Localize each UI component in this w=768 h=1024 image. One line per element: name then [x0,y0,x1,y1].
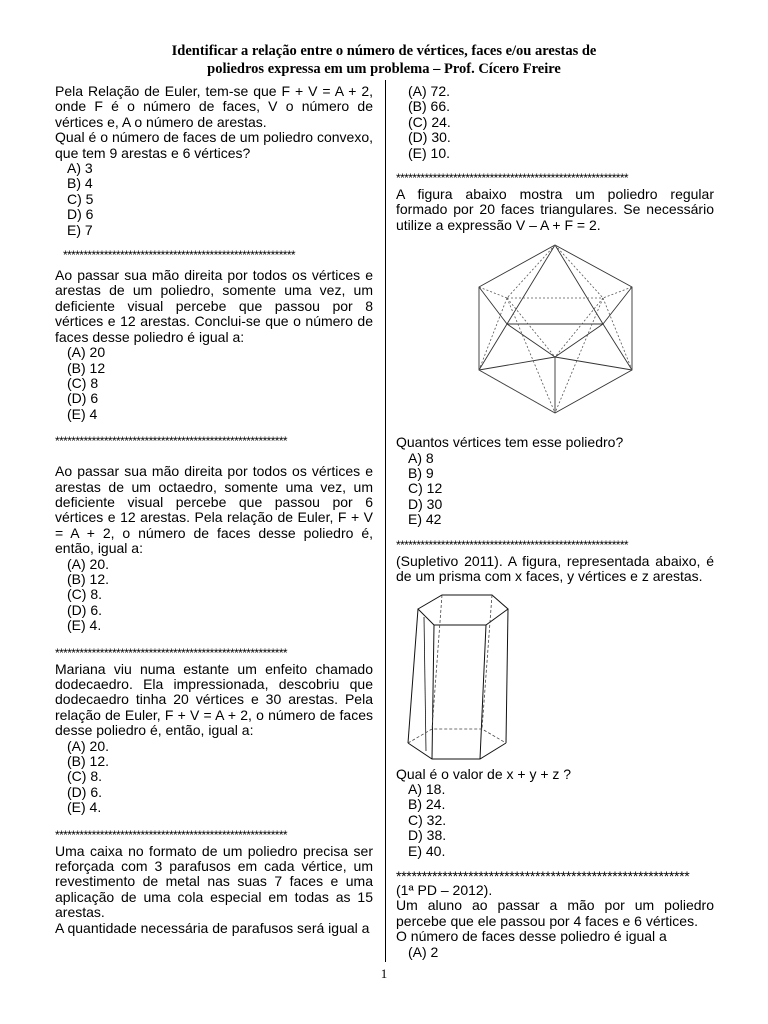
option-e: E) 40. [408,842,446,859]
page-number: 1 [380,966,388,981]
separator: ********************************************************* [55,827,287,842]
right-column [396,84,714,960]
column-divider [385,80,386,962]
icosahedron-figure [396,237,714,433]
question-text: Um aluno ao passar a mão por um poliedro percebe que ele passou por 4 faces e 6 vértices. [396,897,714,929]
option-b: (B) 12 [67,359,106,376]
option-a: (A) 72. [408,83,451,99]
option-c: (C) 8 [67,374,99,391]
title-line-2: poliedros expressa em um problema – Prof. Cícero Freire [207,61,561,77]
hexagonal-prism-drawing [396,591,714,765]
answer-options [396,782,714,859]
separator: ********************************************************* [55,434,287,449]
answer-options [55,557,373,634]
question-text: Ao passar sua mão direita por todos os vértices e arestas de um poliedro, somente uma vez, um deficiente visual percebe que passou por 8 vértices e 12 arestas. Conclui-se que o número de faces desse poliedro é igual a: [55,267,373,345]
separator: ********************************************************* [396,537,628,552]
left-column [55,84,373,936]
separator: ********************************************************* [63,248,295,263]
title-line-1: Identificar a relação entre o número de vértices, faces e/ou arestas de [171,43,597,59]
option-e: (E) 10. [408,144,451,161]
option-c: C) 12 [408,480,443,497]
option-b: (B) 66. [408,98,451,115]
option-d: (D) 6 [67,390,99,407]
question-prompt: O número de faces desse poliedro é igual a [396,928,667,945]
question-text: Ao passar sua mão direita por todos os vértices e arestas de um octaedro, somente uma vez, um deficiente visual percebe que passou por 6 vértices e 12 arestas. Pela relação de Euler, F + V = A + 2, o número de faces desse poliedro é, então, igual a: [55,463,373,557]
question-prompt: Qual é o número de faces de um poliedro convexo, que tem 9 arestas e 6 vértices? [55,129,373,161]
answer-options [396,451,714,528]
question-prompt: Qual é o valor de x + y + z ? [396,765,572,782]
question-text: (Supletivo 2011). A figura, representada abaixo, é de um prisma com x faces, y vértices e z arestas. [396,552,714,585]
option-b: B) 4 [67,175,93,192]
option-d: D) 6 [67,206,94,223]
question-text: Mariana viu numa estante um enfeito chamado dodecaedro. Ela impressionada, descobriu que dodecaedro tinha 20 vértices e 30 arestas. Pela relação de Euler, F + V = A + 2, o número de faces desse poliedro é, então, igual a: [55,660,373,739]
option-d: (D) 30. [408,129,451,146]
question-euler-faces [55,84,373,238]
option-d: D) 38. [408,827,447,844]
option-d: D) 30 [408,495,443,512]
question-prompt: A quantidade necessária de parafusos será igual a [55,919,370,936]
option-a: (A) 2 [408,943,439,960]
option-c: (C) 24. [408,113,451,130]
answer-options [55,345,373,422]
option-c: C) 5 [67,190,94,207]
document-title [0,42,768,78]
option-e: E) 7 [67,221,93,238]
separator: ********************************************************* [396,171,628,186]
option-e: (E) 4. [67,617,102,634]
option-e: E) 42 [408,511,442,528]
option-a: (A) 20 [67,344,106,361]
answer-options [396,945,714,960]
icosahedron-drawing [396,237,714,433]
question-text: Uma caixa no formato de um poliedro precisa ser reforçada com 3 parafusos em cada vértice, um revestimento de metal nas suas 7 faces e uma aplicação de uma cola especial em todas as 15 arestas. [55,842,373,921]
question-dodecahedron [55,662,373,816]
option-a: (A) 20. [67,555,110,572]
answer-options [55,161,373,238]
option-e: (E) 4. [67,799,102,816]
option-b: (B) 12. [67,753,110,770]
option-b: B) 24. [408,796,446,813]
question-blind-polyhedron [55,268,373,422]
option-d: (D) 6. [67,783,102,800]
option-c: (C) 8. [67,586,102,603]
option-b: (B) 12. [67,570,110,587]
answer-options-box-screws [396,84,714,161]
option-a: A) 18. [408,780,446,797]
question-icosahedron [396,187,714,528]
question-prompt: Quantos vértices tem esse poliedro? [396,434,624,451]
option-e: (E) 4 [67,405,98,422]
question-text: Pela Relação de Euler, tem-se que F + V = A + 2, onde F é o número de faces, V o número de vértices e, A o número de arestas. [55,83,373,130]
option-b: B) 9 [408,465,434,482]
answer-options [55,739,373,816]
question-octahedron [55,464,373,633]
question-box-screws [55,844,373,936]
option-d: (D) 6. [67,601,102,618]
question-source: (1ª PD – 2012). [396,881,493,898]
option-c: (C) 8. [67,768,102,785]
question-prism [396,554,714,859]
option-c: C) 32. [408,811,447,828]
hexagonal-prism-figure [396,591,714,765]
question-faces-count [396,883,714,960]
separator: ********************************************************* [396,868,690,883]
option-a: (A) 20. [67,737,110,754]
option-a: A) 8 [408,449,434,466]
option-a: A) 3 [67,160,93,177]
separator: ********************************************************* [55,645,287,660]
question-text: A figura abaixo mostra um poliedro regular formado por 20 faces triangulares. Se necessário utilize a expressão V – A + F = 2. [396,186,714,233]
